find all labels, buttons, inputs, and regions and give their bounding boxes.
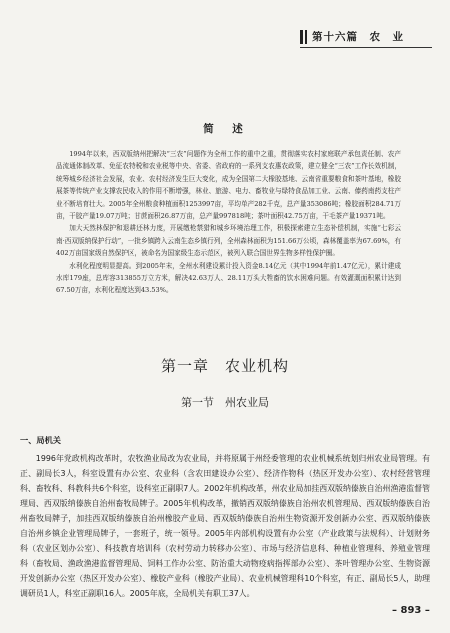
subsection-heading: 一、局机关 (20, 435, 61, 445)
chapter-title: 第一章 农业机构 (160, 357, 289, 375)
section-title: 第一节 州农业局 (181, 396, 269, 409)
summary-paragraph: 1994年以来，西双版纳州把解决“三农”问题作为全州工作的重中之重，贯彻落实农村家庭联产承包责任制、农产品流通体制改革、免征农特税和农业税等中央、省委、省政府的一系列支农惠农政策，建立健全“三农”工作长效机制，统筹城乡经济社会发展，农业、农村经济发生巨大变化，成为全国第二大橡胶基地、云南省重要粮食和茶叶基地，橡胶展茶等传统产业支撑农民收入的作用不断增强，林业、旅游、电力、畜牧业与绿特食品加工业、云南、傣药南药支柱产业不断培育壮大。2005年全州粮食种植面积1253997亩，平均单产282千克，总产量353086吨；橡胶面积284.71万亩，干胶产量19.07万吨；甘蔗面积26.87万亩，总产量997818吨；茶叶面积42.75万亩，干毛茶产量19371吨。 (56, 150, 401, 221)
page-number: – 893 – (392, 605, 430, 616)
body-paragraph: 1996年党政机构改革时，农牧渔业局改为农业局，并将原属于州经委管理的农业机械系统划归州农业局管理。有正、副局长3人，科室设置有办公室、农业科（含农田建设办公室）、经济作物科（热区开发办公室）、农村经营管理科、畜牧科、科教科共6个科室，设科室正副职7人。2002年机构改革，州农业局加挂西双版纳傣族自治州渔港监督管理局、西双版纳傣族自治州畜牧局牌子。2005年机构改革，撤销西双版纳傣族自治州农机管理局、西双版纳傣族自治州畜牧局牌子，加挂西双版纳傣族自治州橡胶产业局、西双版纳傣族自治州生物资源开发创新办公室、西双版纳傣族自治州乡镇企业管理局牌子，一套班子，统一领导。2005年内部机构设置有办公室（产业政策与法规科）、计划财务科（农业区划办公室）、科技教育培训科（农村劳动力转移办公室）、市场与经济信息科、种植业管理科、养殖业管理科（畜牧局、渔政渔港监督管理局、饲料工作办公室、防治重大动物疫病指挥部办公室）、茶叶管理办公室、生物资源开发创新办公室（热区开发办公室）、橡胶产业科（橡胶产业局）、农业机械管理科10个科室，有正、副局长5人，助理调研员1人，科室正副职16人。2005年底，全局机关有职工37人。 (20, 454, 430, 598)
header-rule-mark (305, 30, 307, 44)
body-text (20, 451, 430, 601)
summary-paragraph: 加大天然林保护和退耕还林力度，开展缴枪禁猎和城乡环境治理工作，积极探索建立生态补偿机制，实施“七彩云南·西双版纳保护行动”，一批乡镇跨入云南生态乡镇行列，全州森林面积为151.66万公顷，森林覆盖率为67.69%，有402万亩国家级自然保护区，被命名为国家级生态示范区，被列入联合国世界生物多样性保护圈。 (56, 224, 401, 258)
running-header (300, 27, 432, 48)
part-title: 第十六篇 农 业 (312, 31, 404, 43)
header-rule-mark (300, 30, 303, 44)
summary-block (56, 148, 401, 297)
summary-paragraph: 水利化程度明显提高。到2005年末，全州水利建设累计投入资金8.14亿元（其中1994年前1.47亿元），累计建成水库179座，总库容313855万立方米，解决42.63万人、28.11万头大牲畜的饮水困难问题。有效灌溉面积累计达到67.50万亩，水利化程度达到43.53%。 (56, 261, 401, 295)
summary-heading: 简 述 (203, 123, 247, 135)
